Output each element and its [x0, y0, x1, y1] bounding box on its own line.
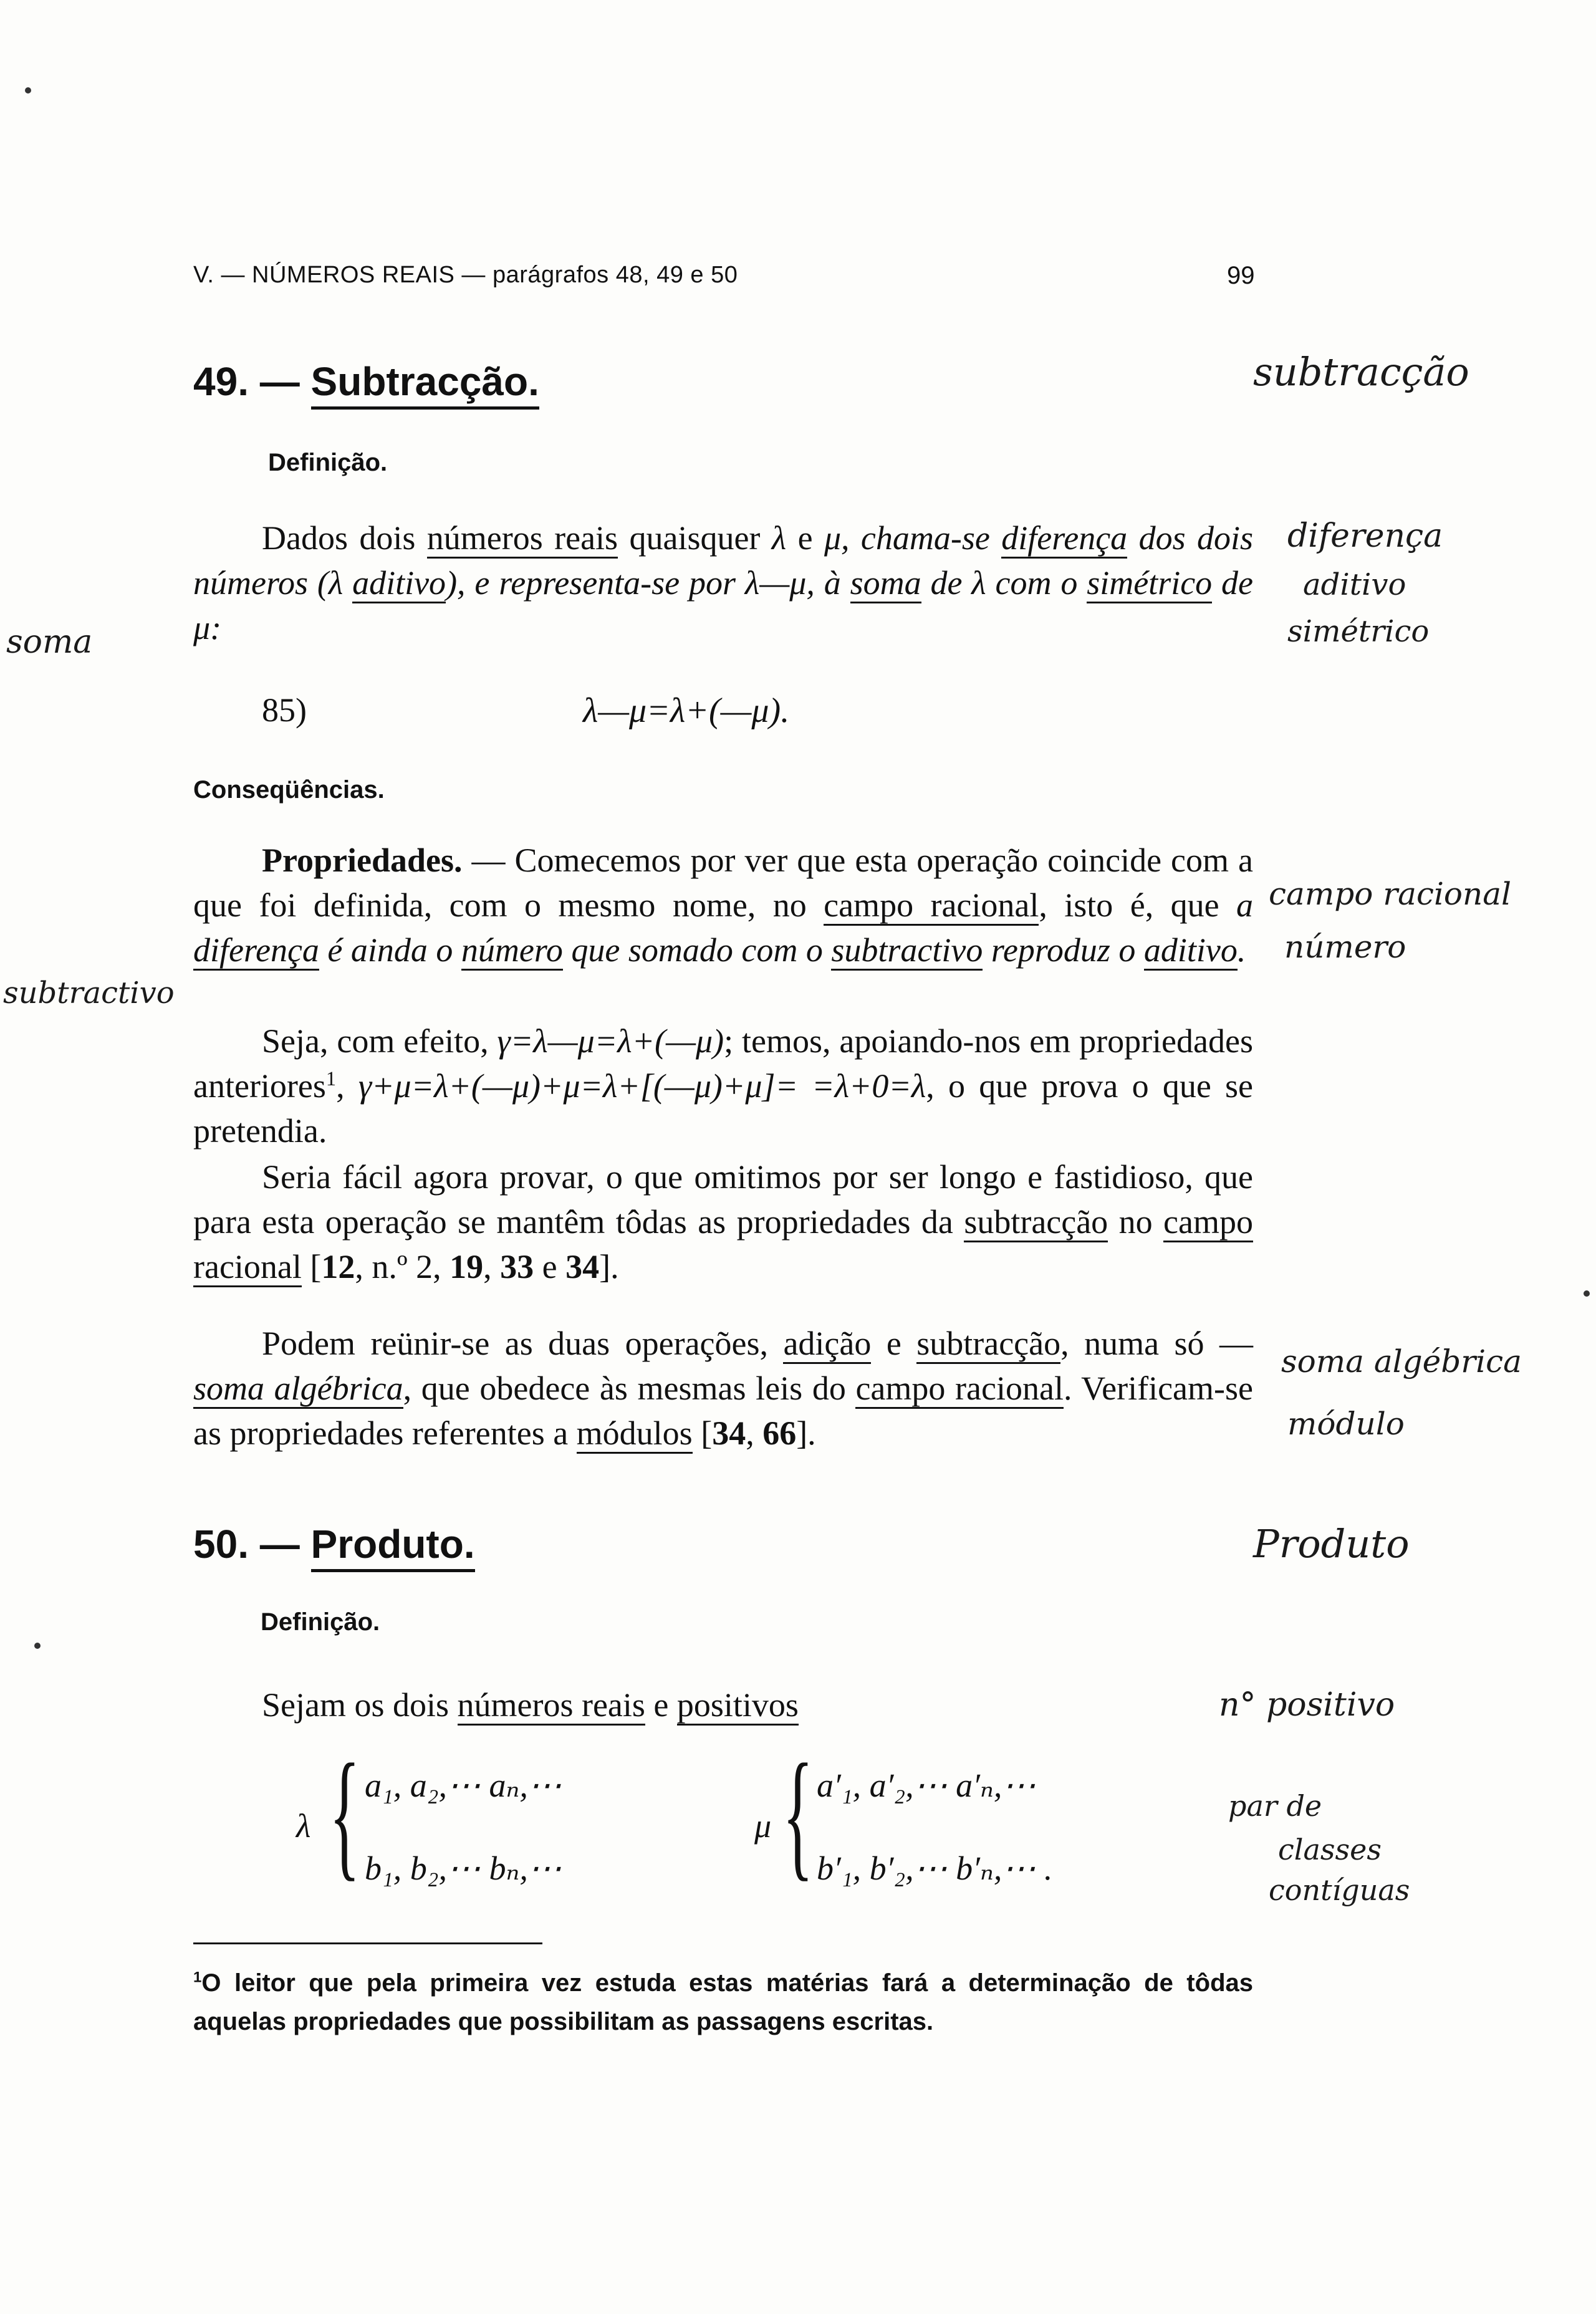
scan-speck [34, 1643, 41, 1649]
handwritten-note-modulo: módulo [1287, 1406, 1405, 1442]
lambda-symbol: λ [296, 1807, 311, 1845]
handwritten-note-aditivo: aditivo [1303, 567, 1406, 602]
mu-row-b: b′₁, b′₂,⋯ b′ₙ,⋯ . [817, 1850, 1053, 1887]
handwritten-note-classes: classes [1278, 1833, 1382, 1866]
lambda-brace: { [329, 1734, 360, 1893]
section-49-heading [193, 358, 539, 405]
scan-speck [25, 87, 31, 94]
mu-brace: { [782, 1734, 814, 1893]
footnote-rule [193, 1942, 542, 1944]
mu-symbol: μ [754, 1807, 772, 1845]
definition-paragraph-49: Dados dois números reais quaisquer λ e μ, chama-se diferença dos dois números (λ aditivo), e representa-se por λ—μ, à soma de λ com o simétrico de μ: [193, 519, 1254, 646]
equation-85: λ—μ=λ+(—μ). [583, 691, 790, 730]
handwritten-note-simetrico: simétrico [1287, 614, 1430, 649]
handwritten-note-subtractivo: subtractivo [3, 976, 175, 1011]
handwritten-note-subtraccao: subtracção [1253, 349, 1469, 395]
footnote [193, 1964, 1253, 2041]
section-50-heading [193, 1521, 475, 1567]
podem-paragraph: Podem reünir-se as duas operações, adição e subtracção, numa só — soma algébrica, que obedece às mesmas leis do campo racional. Verificam-se as propriedades referentes a módulos [34, 66]. [193, 1322, 1253, 1456]
definition-label-50: Definição. [261, 1608, 380, 1636]
lambda-row-a: a₁, a₂,⋯ aₙ,⋯ [365, 1767, 562, 1804]
consequences-label: Conseqüências. [193, 776, 385, 804]
footnote-text: O leitor que pela primeira vez estuda estas matérias fará a determinação de tôdas aquelas propriedades que possibilitam as passagens escritas. [193, 1969, 1253, 2035]
section-49-title: Subtracção. [311, 359, 539, 410]
handwritten-note-soma-algebrica: soma algébrica [1281, 1343, 1522, 1380]
section-50-number: 50. — [193, 1522, 300, 1567]
seja-paragraph: Seja, com efeito, γ=λ—μ=λ+(—μ); temos, apoiando-nos em propriedades anteriores$^1$, γ+μ=λ+(—μ)+μ=λ+[(—μ)+μ]= =λ+0=λ, o que prova o que se pretendia. [193, 1022, 1254, 1150]
properties-paragraph: Propriedades. — Comecemos por ver que esta operação coincide com a que foi definida, com o mesmo nome, no campo racional, isto é, que a diferença é ainda o número que somado com o subtractivo reproduz o aditivo. [193, 838, 1253, 972]
handwritten-note-produto: Produto [1253, 1521, 1410, 1567]
equation-number: 85) [262, 691, 307, 729]
section-49-number: 49. — [193, 359, 300, 404]
handwritten-note-soma: soma [6, 623, 93, 661]
footnote-marker: 1 [193, 1969, 202, 1986]
definition-label-49: Definição. [268, 449, 388, 476]
sejam-paragraph: Sejam os dois números reais e positivos [193, 1683, 1253, 1728]
handwritten-note-numero: número [1284, 929, 1406, 965]
handwritten-note-diferenca: diferença [1287, 517, 1443, 555]
handwritten-note-positivo: n° positivo [1219, 1686, 1395, 1724]
lambda-row-b: b₁, b₂,⋯ bₙ,⋯ [365, 1850, 562, 1887]
page-number: 99 [1227, 262, 1255, 289]
mu-row-a: a′₁, a′₂,⋯ a′ₙ,⋯ [817, 1767, 1036, 1804]
seria-paragraph: Seria fácil agora provar, o que omitimos por ser longo e fastidioso, que para esta operação se mantêm tôdas as propriedades da subtracção no campo racional [12, n.º 2, 19, 33 e 34]. [193, 1155, 1253, 1289]
handwritten-note-par-de: par de [1228, 1789, 1322, 1823]
section-50-title: Produto. [311, 1522, 475, 1572]
scan-speck [1584, 1290, 1590, 1297]
running-header: V. — NÚMEROS REAIS — parágrafos 48, 49 e 50 [193, 262, 738, 288]
handwritten-note-contiguas: contíguas [1269, 1873, 1410, 1907]
handwritten-note-campo-racional: campo racional [1269, 876, 1512, 912]
